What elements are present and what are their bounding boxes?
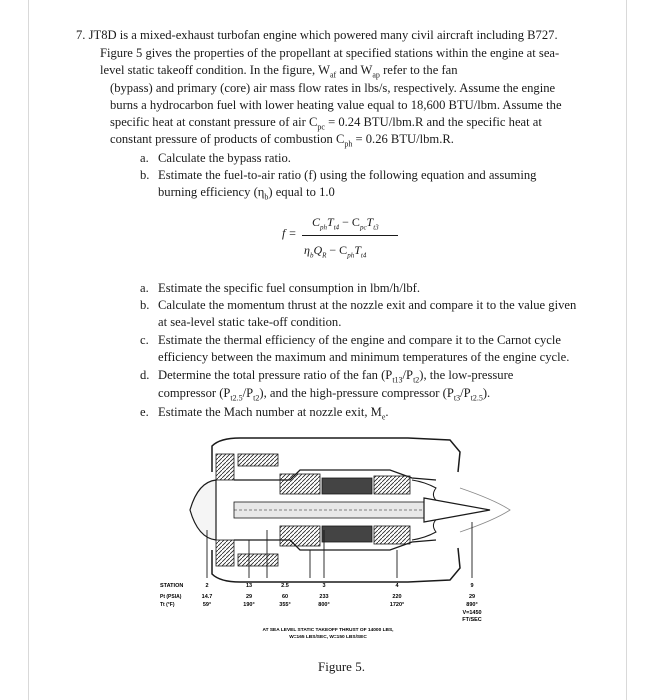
exit-velocity: V=1450 xyxy=(462,610,482,616)
part-b-first: b. Estimate the fuel-to-air ratio (f) using the following equation and assuming xyxy=(140,168,537,182)
station-label: STATION xyxy=(160,583,184,589)
part-e-second: e. Estimate the Mach number at nozzle exit, $M_e$. xyxy=(140,405,389,422)
svg-text:3: 3 xyxy=(322,583,326,589)
svg-text:9: 9 xyxy=(470,583,474,589)
svg-text:220: 220 xyxy=(392,594,402,600)
part-c-second: c. Estimate the thermal efficiency of the engine and compare it to the Carnot cycle xyxy=(140,333,561,347)
part-c-second-cont: efficiency between the maximum and minimum temperatures of the engine cycle. xyxy=(158,350,570,364)
svg-text:1720°: 1720° xyxy=(389,602,405,608)
problem-number: 7. xyxy=(76,28,86,42)
part-d-second-cont: compressor $(P_{t2.5}/P_{t2})$, and the high-pressure compressor $(P_{t3}/P_{t2.5})$. xyxy=(158,386,491,403)
svg-text:29: 29 xyxy=(245,594,253,600)
station-3-column xyxy=(318,583,329,608)
station-4-column xyxy=(390,583,404,608)
problem-line-5: burns a hydrocarbon fuel with lower heating value equal to 18,600 BTU/lbm. Assume the xyxy=(110,98,562,112)
part-b-second: b. Calculate the momentum thrust at the nozzle exit and compare it to the value given xyxy=(140,298,577,312)
problem-line-3: level static takeoff condition. In the figure, $W_{af}$ and $W_{ap}$ refer to the fan xyxy=(100,63,458,80)
problem-line-2: Figure 5 gives the properties of the propellant at specified stations within the engine at sea- xyxy=(100,46,560,60)
part-d-second: d. Determine the total pressure ratio of the fan $(P_{t13}/P_{t2})$, the low-pressure xyxy=(140,368,514,385)
temperature-label: Tt (°F) xyxy=(160,602,175,608)
station-2-5-column xyxy=(279,583,290,608)
svg-text:233: 233 xyxy=(319,594,329,600)
part-a-first: a. Calculate the bypass ratio. xyxy=(140,151,291,165)
svg-text:890°: 890° xyxy=(466,602,478,608)
engine-cross-section-drawing xyxy=(190,438,510,582)
fraction-bar xyxy=(302,235,398,236)
figure-note-2: W=165 LBS/SEC, W=150 LBS/SEC xyxy=(289,635,367,640)
svg-text:4: 4 xyxy=(395,583,399,589)
svg-text:FT/SEC: FT/SEC xyxy=(462,617,482,623)
figure-caption: Figure 5. xyxy=(318,659,365,674)
pressure-label: Pt (PSIA) xyxy=(160,594,182,600)
figure-note-1: AT SEA LEVEL STATIC TAKEOFF THRUST OF 14000 LBS, xyxy=(262,628,394,633)
engine-figure xyxy=(150,430,530,680)
station-9-column xyxy=(462,583,482,623)
svg-text:2.5: 2.5 xyxy=(281,583,289,589)
svg-text:14.7: 14.7 xyxy=(201,594,213,600)
part-b-second-cont: at sea-level static take-off condition. xyxy=(158,315,342,329)
problem-line-7: constant pressure of products of combustion $C_{ph} = 0.26$ BTU/lbm.R. xyxy=(110,132,454,149)
svg-text:59°: 59° xyxy=(202,602,212,608)
problem-line-4: (bypass) and primary (core) air mass flow rates in lbs/s, respectively. Assume the engine xyxy=(110,81,556,95)
svg-text:2: 2 xyxy=(205,583,209,589)
svg-text:355°: 355° xyxy=(279,602,291,608)
svg-text:29: 29 xyxy=(468,594,476,600)
station-13-column xyxy=(243,583,254,608)
part-a-second: a. Estimate the specific fuel consumption in lbm/h/lbf. xyxy=(140,281,420,295)
page-edge-left xyxy=(28,0,29,700)
svg-text:60: 60 xyxy=(281,594,289,600)
svg-text:800°: 800° xyxy=(318,602,330,608)
problem-line-1: 7. JT8D is a mixed-exhaust turbofan engine which powered many civil aircraft including B727. xyxy=(76,28,558,42)
page-edge-right xyxy=(626,0,627,700)
part-b-first-cont: burning efficiency $(\eta_b)$ equal to 1.0 xyxy=(158,185,335,202)
equation-lhs: f = xyxy=(282,226,297,240)
equation-denominator: $\eta_bQ_R - C_{ph}T_{t4}$ xyxy=(304,243,367,260)
svg-text:13: 13 xyxy=(245,583,253,589)
equation-numerator: $C_{ph}T_{t4} - C_{pc}T_{t3}$ xyxy=(312,215,379,232)
svg-text:190°: 190° xyxy=(243,602,255,608)
problem-line-6: specific heat at constant pressure of air $C_{pc} = 0.24$ BTU/lbm.R and the specific heat at xyxy=(110,115,542,132)
station-2-column xyxy=(202,583,213,608)
